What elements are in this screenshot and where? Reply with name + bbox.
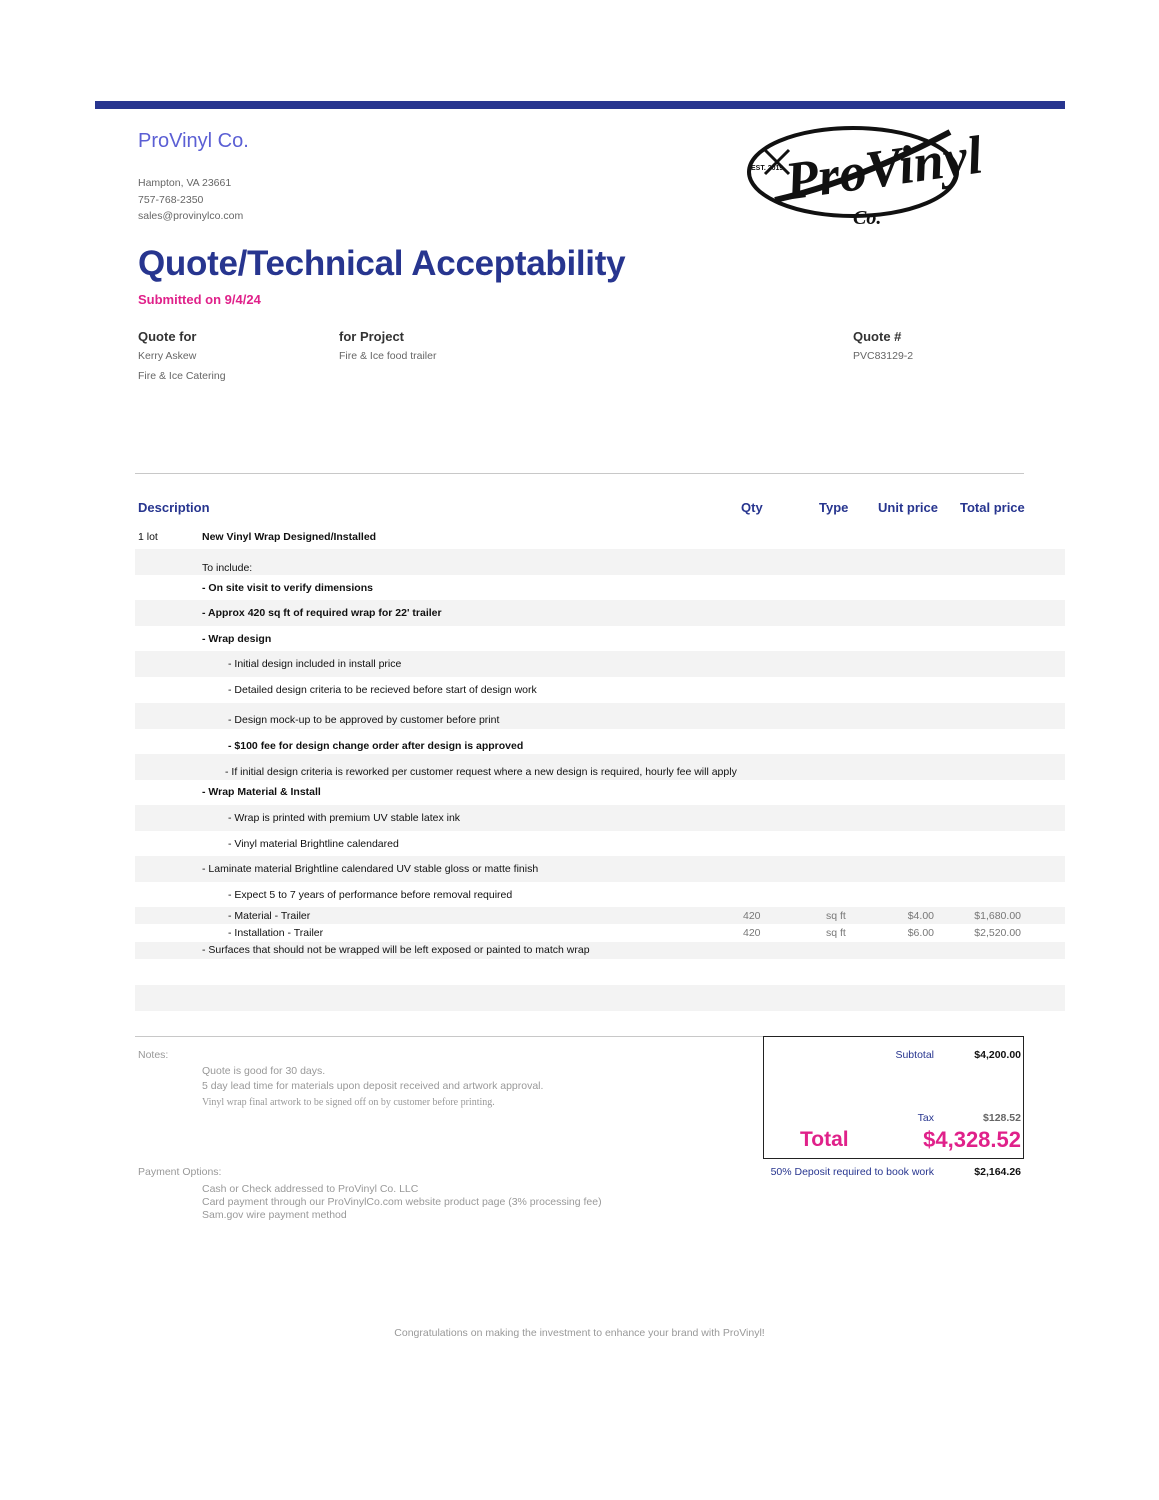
payment-option: Card payment through our ProVinylCo.com website product page (3% processing fee) — [202, 1196, 602, 1208]
company-name: ProVinyl Co. — [138, 130, 249, 152]
logo-est: EST. 2019 — [751, 165, 784, 172]
line-item: New Vinyl Wrap Designed/Installed — [202, 531, 377, 543]
total-price-cell: $1,680.00 — [974, 910, 1021, 922]
line-item: - Installation - Trailer — [228, 927, 324, 939]
project-value: Fire & Ice food trailer — [339, 350, 437, 362]
row-band — [135, 985, 1065, 1011]
subtotal-value: $4,200.00 — [974, 1049, 1021, 1061]
payment-option: Sam.gov wire payment method — [202, 1209, 347, 1221]
divider — [135, 473, 1024, 474]
line-item: - Approx 420 sq ft of required wrap for 22' trailer — [202, 607, 442, 619]
line-item: - Wrap is printed with premium UV stable latex ink — [228, 812, 461, 824]
quote-for-name: Kerry Askew — [138, 350, 197, 362]
unit-price-cell: $4.00 — [907, 910, 934, 922]
quote-number-label: Quote # — [853, 329, 902, 344]
qty-cell: 420 — [743, 927, 761, 939]
header-bar — [95, 101, 1065, 109]
line-item: - If initial design criteria is reworked per customer request where a new design is required, hourly fee will apply — [225, 766, 737, 778]
line-item: - Surfaces that should not be wrapped will be left exposed or painted to match wrap — [202, 944, 590, 956]
col-type: Type — [819, 500, 849, 515]
line-item: - Initial design included in install price — [228, 658, 402, 670]
line-item: - $100 fee for design change order after design is approved — [228, 740, 524, 752]
line-item: - Design mock-up to be approved by customer before print — [228, 714, 500, 726]
line-item: - Expect 5 to 7 years of performance before removal required — [228, 889, 513, 901]
line-item: - On site visit to verify dimensions — [202, 582, 373, 594]
col-qty: Qty — [741, 500, 763, 515]
lot-label: 1 lot — [138, 531, 158, 543]
note-line: 5 day lead time for materials upon deposit received and artwork approval. — [202, 1080, 544, 1092]
unit-price-cell: $6.00 — [907, 927, 934, 939]
qty-cell: 420 — [743, 910, 761, 922]
tax-value: $128.52 — [983, 1112, 1021, 1124]
line-item: - Wrap design — [202, 633, 272, 645]
page-title: Quote/Technical Acceptability — [138, 244, 626, 283]
line-item: - Vinyl material Brightline calendared — [228, 838, 399, 850]
tax-label: Tax — [917, 1112, 934, 1124]
col-description: Description — [138, 500, 210, 515]
total-price-cell: $2,520.00 — [974, 927, 1021, 939]
line-item: To include: — [202, 562, 253, 574]
type-cell: sq ft — [826, 910, 846, 922]
notes-label: Notes: — [138, 1049, 169, 1061]
line-item: - Detailed design criteria to be recieved before start of design work — [228, 684, 537, 696]
payment-option: Cash or Check addressed to ProVinyl Co. LLC — [202, 1183, 419, 1195]
total-label: Total — [800, 1128, 849, 1151]
row-band — [135, 549, 1065, 575]
payment-label: Payment Options: — [138, 1166, 222, 1178]
type-cell: sq ft — [826, 927, 846, 939]
quote-for-label: Quote for — [138, 329, 197, 344]
subtotal-label: Subtotal — [895, 1049, 934, 1061]
note-line: Vinyl wrap final artwork to be signed off on by customer before printing. — [202, 1097, 495, 1108]
provinyl-logo — [745, 112, 986, 234]
company-address: Hampton, VA 23661 — [138, 177, 232, 189]
deposit-label: 50% Deposit required to book work — [770, 1166, 934, 1178]
company-email[interactable]: sales@provinylco.com — [138, 210, 244, 222]
quote-for-org: Fire & Ice Catering — [138, 370, 226, 382]
quote-number-value: PVC83129-2 — [853, 350, 914, 362]
deposit-value: $2,164.26 — [974, 1166, 1021, 1178]
note-line: Quote is good for 30 days. — [202, 1065, 326, 1077]
line-item: - Laminate material Brightline calendared UV stable gloss or matte finish — [202, 863, 539, 875]
project-label: for Project — [339, 329, 405, 344]
logo-co: Co. — [853, 207, 882, 229]
col-total-price: Total price — [960, 500, 1025, 515]
logo-wordmark: ProVinyl — [781, 124, 986, 212]
total-value: $4,328.52 — [923, 1127, 1021, 1152]
col-unit-price: Unit price — [878, 500, 938, 515]
company-phone: 757-768-2350 — [138, 194, 204, 206]
submitted-date: Submitted on 9/4/24 — [138, 292, 261, 307]
line-item: - Material - Trailer — [228, 910, 311, 922]
line-item: - Wrap Material & Install — [202, 786, 321, 798]
footer-message: Congratulations on making the investment to enhance your brand with ProVinyl! — [394, 1327, 765, 1339]
